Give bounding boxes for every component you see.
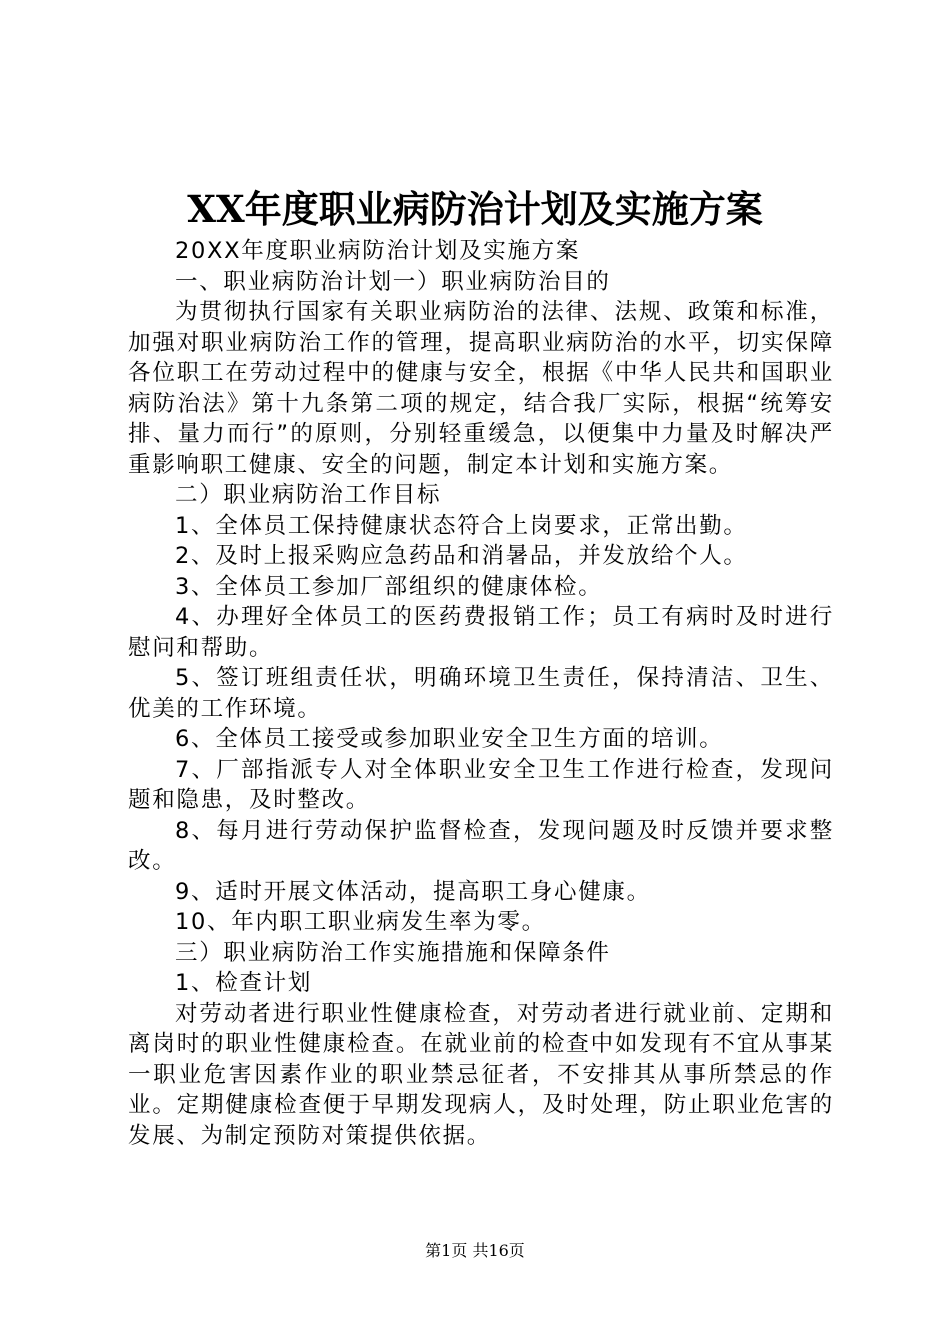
paragraph: 为贯彻执行国家有关职业病防治的法律、法规、政策和标准，加强对职业病防治工作的管理，提高职业病防治的水平，切实保障各位职工在劳动过程中的健康与安全，根据《中华人民共和国职业病防治法》第十九条第二项的规定，结合我厂实际，根据“统筹安排、量力而行”的原则，分别轻重缓急，以便集中力量及时解决严重影响职工健康、安全的问题，制定本计划和实施方案。: [128, 299, 834, 478]
document-body: [128, 236, 834, 1151]
paragraph: 对劳动者进行职业性健康检查，对劳动者进行就业前、定期和离岗时的职业性健康检查。在就业前的检查中如发现有不宜从事某一职业危害因素作业的职业禁忌征者，不安排其从事所禁忌的作业。定期健康检查便于早期发现病人，及时处理，防止职业危害的发展、为制定预防对策提供依据。: [128, 1000, 834, 1149]
paragraph: 10、年内职工职业病发生率为零。: [175, 909, 546, 935]
paragraph: 二）职业病防治工作目标: [175, 482, 442, 508]
paragraph: 20XX年度职业病防治计划及实施方案: [175, 238, 581, 264]
paragraph: 9、适时开展文体活动，提高职工身心健康。: [175, 878, 651, 905]
paragraph: 4、办理好全体员工的医药费报销工作；员工有病时及时进行慰问和帮助。: [128, 604, 834, 661]
paragraph: 7、厂部指派专人对全体职业安全卫生工作进行检查，发现问题和隐患，及时整改。: [128, 756, 834, 813]
paragraph: 5、签订班组责任状，明确环境卫生责任，保持清洁、卫生、优美的工作环境。: [128, 665, 834, 722]
paragraph: 8、每月进行劳动保护监督检查，发现问题及时反馈并要求整改。: [128, 817, 834, 874]
page-number-footer: 第1页 共16页: [425, 1241, 525, 1260]
paragraph: 1、检查计划: [175, 970, 313, 996]
paragraph: 一、职业病防治计划一）职业病防治目的: [175, 268, 611, 295]
document-title: XX年度职业病防治计划及实施方案: [187, 187, 763, 231]
paragraph: 三）职业病防治工作实施措施和保障条件: [175, 939, 611, 966]
paragraph: 6、全体员工接受或参加职业安全卫生方面的培训。: [175, 726, 724, 752]
paragraph: 3、全体员工参加厂部组织的健康体检。: [175, 573, 603, 600]
paragraph: 1、全体员工保持健康状态符合上岗要求，正常出勤。: [175, 512, 748, 539]
paragraph: 2、及时上报采购应急药品和消暑品，并发放给个人。: [175, 543, 748, 569]
